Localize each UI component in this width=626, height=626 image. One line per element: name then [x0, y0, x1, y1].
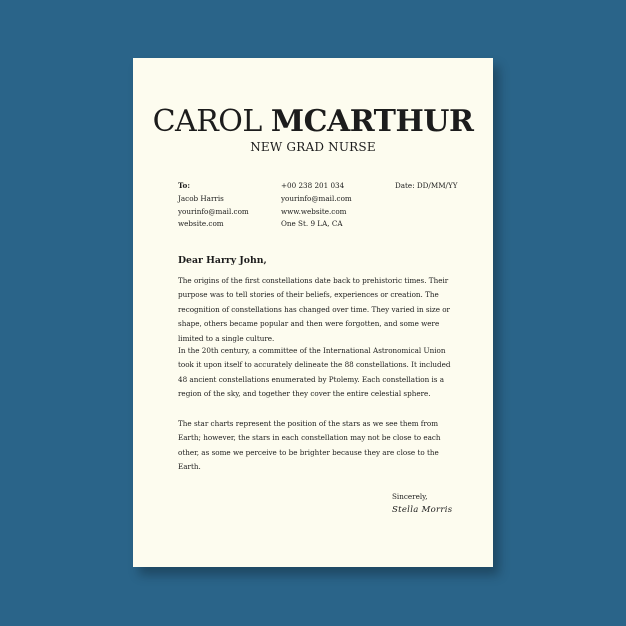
sender-email: yourinfo@mail.com: [281, 193, 352, 203]
recipient-name: Jacob Harris: [178, 193, 224, 203]
applicant-name: [133, 104, 493, 140]
recipient-email: yourinfo@mail.com: [178, 206, 249, 216]
body-paragraph-1: The origins of the first constellations date back to prehistoric times. Their purpose was to tell stories of their beliefs, experiences or creation. The recognition of constellations has changed over time. They varied in size or shape, others became popular and then were forgotten, and some were limited to a single culture.: [178, 276, 450, 343]
body-paragraph-2: In the 20th century, a committee of the International Astronomical Union took it upon itself to accurately delineate the 88 constellations. It included 48 ancient constellations enumerated by Ptolemy. Each constellation is a region of the sky, and together they cover the entire celestial sphere.: [178, 346, 451, 399]
first-name: CAROL: [152, 104, 262, 139]
greeting: Dear Harry John,: [178, 255, 267, 266]
sender-contact-block: [281, 180, 352, 231]
date-block: [395, 180, 457, 193]
body-paragraph-3: The star charts represent the position of the stars as we see them from Earth; however, the stars in each constellation may not be close to each other, as some we perceive to be brighter because they are close to the Earth.: [178, 419, 441, 472]
recipient-block: [178, 180, 249, 231]
to-label: To:: [178, 181, 190, 190]
signature: Stella Morris: [392, 505, 453, 515]
letter-page: [133, 58, 493, 567]
recipient-website: website.com: [178, 219, 224, 229]
closing: Sincerely,: [392, 492, 428, 501]
sender-address: One St. 9 LA, CA: [281, 219, 343, 229]
job-title: NEW GRAD NURSE: [250, 140, 376, 154]
sender-website: www.website.com: [281, 206, 347, 216]
letter-date: Date: DD/MM/YY: [395, 181, 458, 190]
last-name: MCARTHUR: [270, 104, 474, 139]
sender-phone: +00 238 201 034: [281, 181, 345, 190]
